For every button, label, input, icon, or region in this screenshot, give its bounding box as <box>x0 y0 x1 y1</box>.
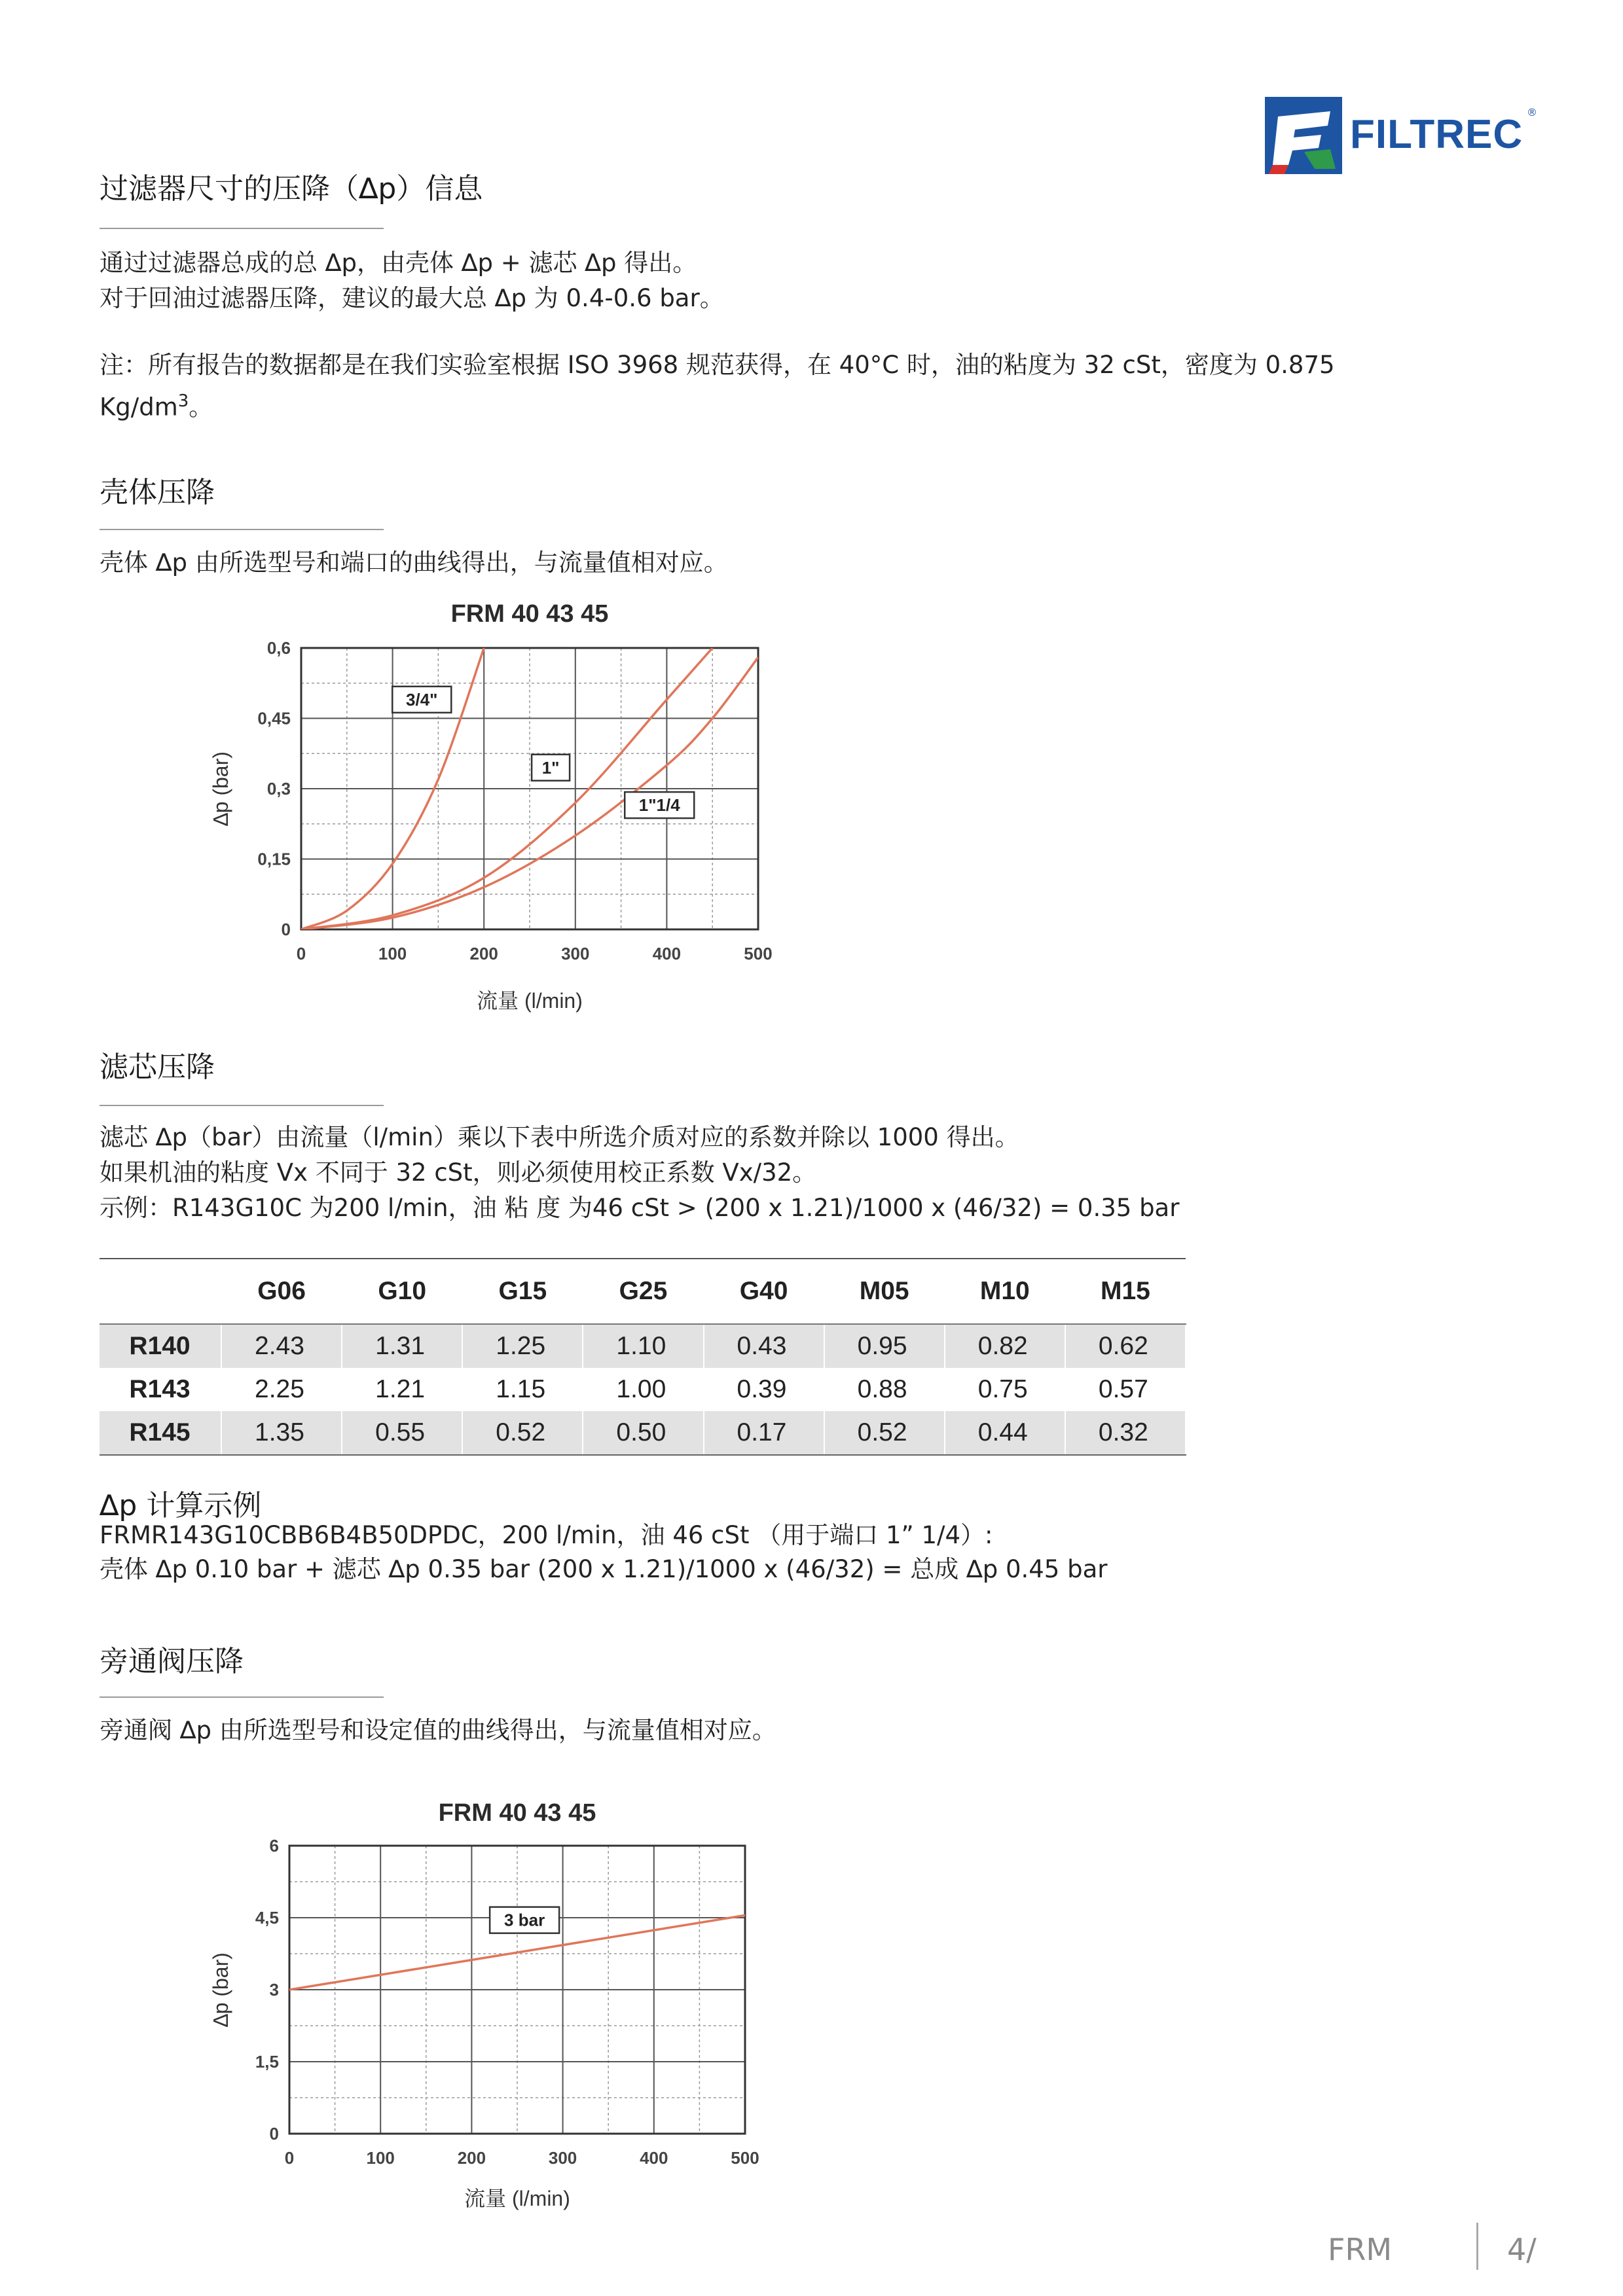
table-cell: 0.43 <box>704 1324 824 1368</box>
note-end: 。 <box>189 393 213 422</box>
section-divider <box>100 228 384 229</box>
note-line-2 <box>100 384 213 425</box>
note-unit: Kg/dm <box>100 393 178 422</box>
y-axis-label: ∆p (bar) <box>209 751 232 826</box>
calc-example-line-2: 壳体 ∆p 0.10 bar + 滤芯 ∆p 0.35 bar (200 x 1.21)/1000 x (46/32) = 总成 ∆p 0.45 bar <box>100 1555 1108 1583</box>
table-header-cell: M05 <box>824 1259 945 1324</box>
row-header: R145 <box>100 1411 221 1455</box>
table-cell: 0.32 <box>1065 1411 1186 1455</box>
y-axis-label: ∆p (bar) <box>209 1952 232 2027</box>
row-header: R140 <box>100 1324 221 1368</box>
x-axis-label: 流量 (l/min) <box>464 2187 570 2210</box>
filtrec-logo-text: FILTREC <box>1350 112 1523 157</box>
table-cell: 1.15 <box>462 1368 583 1411</box>
housing-pressure-drop-chart <box>196 596 818 1014</box>
table-cell: 0.39 <box>704 1368 824 1411</box>
series-label: 1" <box>541 757 560 778</box>
section-title-housing: 壳体压降 <box>100 476 215 509</box>
table-row <box>100 1368 1186 1411</box>
table-cell: 1.00 <box>583 1368 703 1411</box>
table-cell: 0.50 <box>583 1411 703 1455</box>
table-cell: 1.25 <box>462 1324 583 1368</box>
y-tick-label: 1,5 <box>255 2052 279 2072</box>
chart-title: FRM 40 43 45 <box>438 1799 596 1827</box>
x-tick-label: 500 <box>731 2148 759 2168</box>
footer-page-number: 4/ <box>1507 2232 1537 2267</box>
table-header-cell: G40 <box>704 1259 824 1324</box>
series-label: 1"1/4 <box>638 795 680 816</box>
x-axis-label: 流量 (l/min) <box>477 989 583 1013</box>
table-cell: 0.62 <box>1065 1324 1186 1368</box>
y-tick-label: 0 <box>269 2124 279 2144</box>
table-header-row <box>100 1259 1186 1324</box>
note-line-1: 注：所有报告的数据都是在我们实验室根据 ISO 3968 规范获得，在 40°C 时，油的粘度为 32 cSt，密度为 0.875 <box>100 351 1335 379</box>
y-tick-label: 0,15 <box>257 849 291 869</box>
filtrec-logo-mark <box>1265 97 1342 174</box>
footer-divider <box>1476 2223 1478 2270</box>
x-tick-label: 0 <box>284 2148 295 2168</box>
table-cell: 0.44 <box>945 1411 1065 1455</box>
table-cell: 2.25 <box>221 1368 342 1411</box>
y-tick-label: 0 <box>281 920 291 939</box>
footer-series-label: FRM <box>1328 2232 1393 2267</box>
coefficient-table <box>100 1258 1186 1456</box>
y-tick-label: 3 <box>269 1980 279 2000</box>
table-header-cell: G06 <box>221 1259 342 1324</box>
bypass-pressure-drop-chart <box>196 1787 818 2219</box>
paragraph-return-filter: 对于回油过滤器压降，建议的最大总 ∆p 为 0.4-0.6 bar。 <box>100 284 724 312</box>
section-divider <box>100 529 384 530</box>
table-cell: 2.43 <box>221 1324 342 1368</box>
calc-example-title: ∆p 计算示例 <box>100 1489 262 1522</box>
table-cell: 0.52 <box>824 1411 945 1455</box>
table-cell: 0.52 <box>462 1411 583 1455</box>
note-superscript: 3 <box>177 391 189 411</box>
section-title-element: 滤芯压降 <box>100 1050 215 1084</box>
table-header-cell: G15 <box>462 1259 583 1324</box>
paragraph-example: 示例：R143G10C 为200 l/min，油 粘 度 为46 cSt > (200 x 1.21)/1000 x (46/32) = 0.35 bar <box>100 1194 1180 1222</box>
x-tick-label: 300 <box>548 2148 577 2168</box>
row-header: R143 <box>100 1368 221 1411</box>
section-title-bypass: 旁通阀压降 <box>100 1645 244 1678</box>
x-tick-label: 500 <box>744 944 773 963</box>
series-label: 3 bar <box>504 1910 545 1930</box>
filtrec-logo <box>1265 97 1540 174</box>
section-divider <box>100 1105 384 1106</box>
paragraph-viscosity: 如果机油的粘度 Vx 不同于 32 cSt，则必须使用校正系数 Vx/32。 <box>100 1158 817 1187</box>
series-label: 3/4" <box>406 689 438 709</box>
table-cell: 0.55 <box>342 1411 462 1455</box>
chart-title: FRM 40 43 45 <box>450 600 609 628</box>
table-row <box>100 1411 1186 1455</box>
x-tick-label: 100 <box>366 2148 395 2168</box>
paragraph-total-dp: 通过过滤器总成的总 ∆p，由壳体 ∆p + 滤芯 ∆p 得出。 <box>100 249 697 277</box>
paragraph-bypass-dp: 旁通阀 ∆p 由所选型号和设定值的曲线得出，与流量值相对应。 <box>100 1716 776 1744</box>
table-cell: 0.95 <box>824 1324 945 1368</box>
y-tick-label: 4,5 <box>255 1908 279 1928</box>
x-tick-label: 400 <box>640 2148 668 2168</box>
y-tick-label: 0,3 <box>266 779 291 798</box>
calc-example-line-1: FRMR143G10CBB6B4B50DPDC，200 l/min，油 46 cSt （用于端口 1” 1/4）: <box>100 1521 993 1549</box>
table-header-cell: M15 <box>1065 1259 1186 1324</box>
table-cell: 0.75 <box>945 1368 1065 1411</box>
table-cell: 1.10 <box>583 1324 703 1368</box>
table-cell: 0.57 <box>1065 1368 1186 1411</box>
table-cell: 1.31 <box>342 1324 462 1368</box>
x-tick-label: 200 <box>457 2148 486 2168</box>
x-tick-label: 100 <box>378 944 407 963</box>
paragraph-element-dp: 滤芯 ∆p（bar）由流量（l/min）乘以下表中所选介质对应的系数并除以 1000 得出。 <box>100 1123 1019 1151</box>
paragraph-housing-dp: 壳体 ∆p 由所选型号和端口的曲线得出，与流量值相对应。 <box>100 548 728 577</box>
table-header-cell: M10 <box>945 1259 1065 1324</box>
y-tick-label: 0,45 <box>257 708 291 728</box>
section-divider <box>100 1696 384 1698</box>
x-tick-label: 0 <box>296 944 306 963</box>
x-tick-label: 200 <box>469 944 498 963</box>
x-tick-label: 300 <box>561 944 590 963</box>
table-cell: 1.21 <box>342 1368 462 1411</box>
table-cell: 0.17 <box>704 1411 824 1455</box>
table-header-cell: G10 <box>342 1259 462 1324</box>
table-row <box>100 1324 1186 1368</box>
section-title-pressure-drop-info: 过滤器尺寸的压降（∆p）信息 <box>100 172 483 206</box>
table-cell: 1.35 <box>221 1411 342 1455</box>
y-tick-label: 6 <box>269 1836 279 1856</box>
table-cell: 0.88 <box>824 1368 945 1411</box>
y-tick-label: 0,6 <box>266 638 291 658</box>
table-header-cell: G25 <box>583 1259 703 1324</box>
x-tick-label: 400 <box>652 944 682 963</box>
registered-mark: ® <box>1527 106 1537 118</box>
table-header-cell <box>100 1259 221 1324</box>
table-cell: 0.82 <box>945 1324 1065 1368</box>
